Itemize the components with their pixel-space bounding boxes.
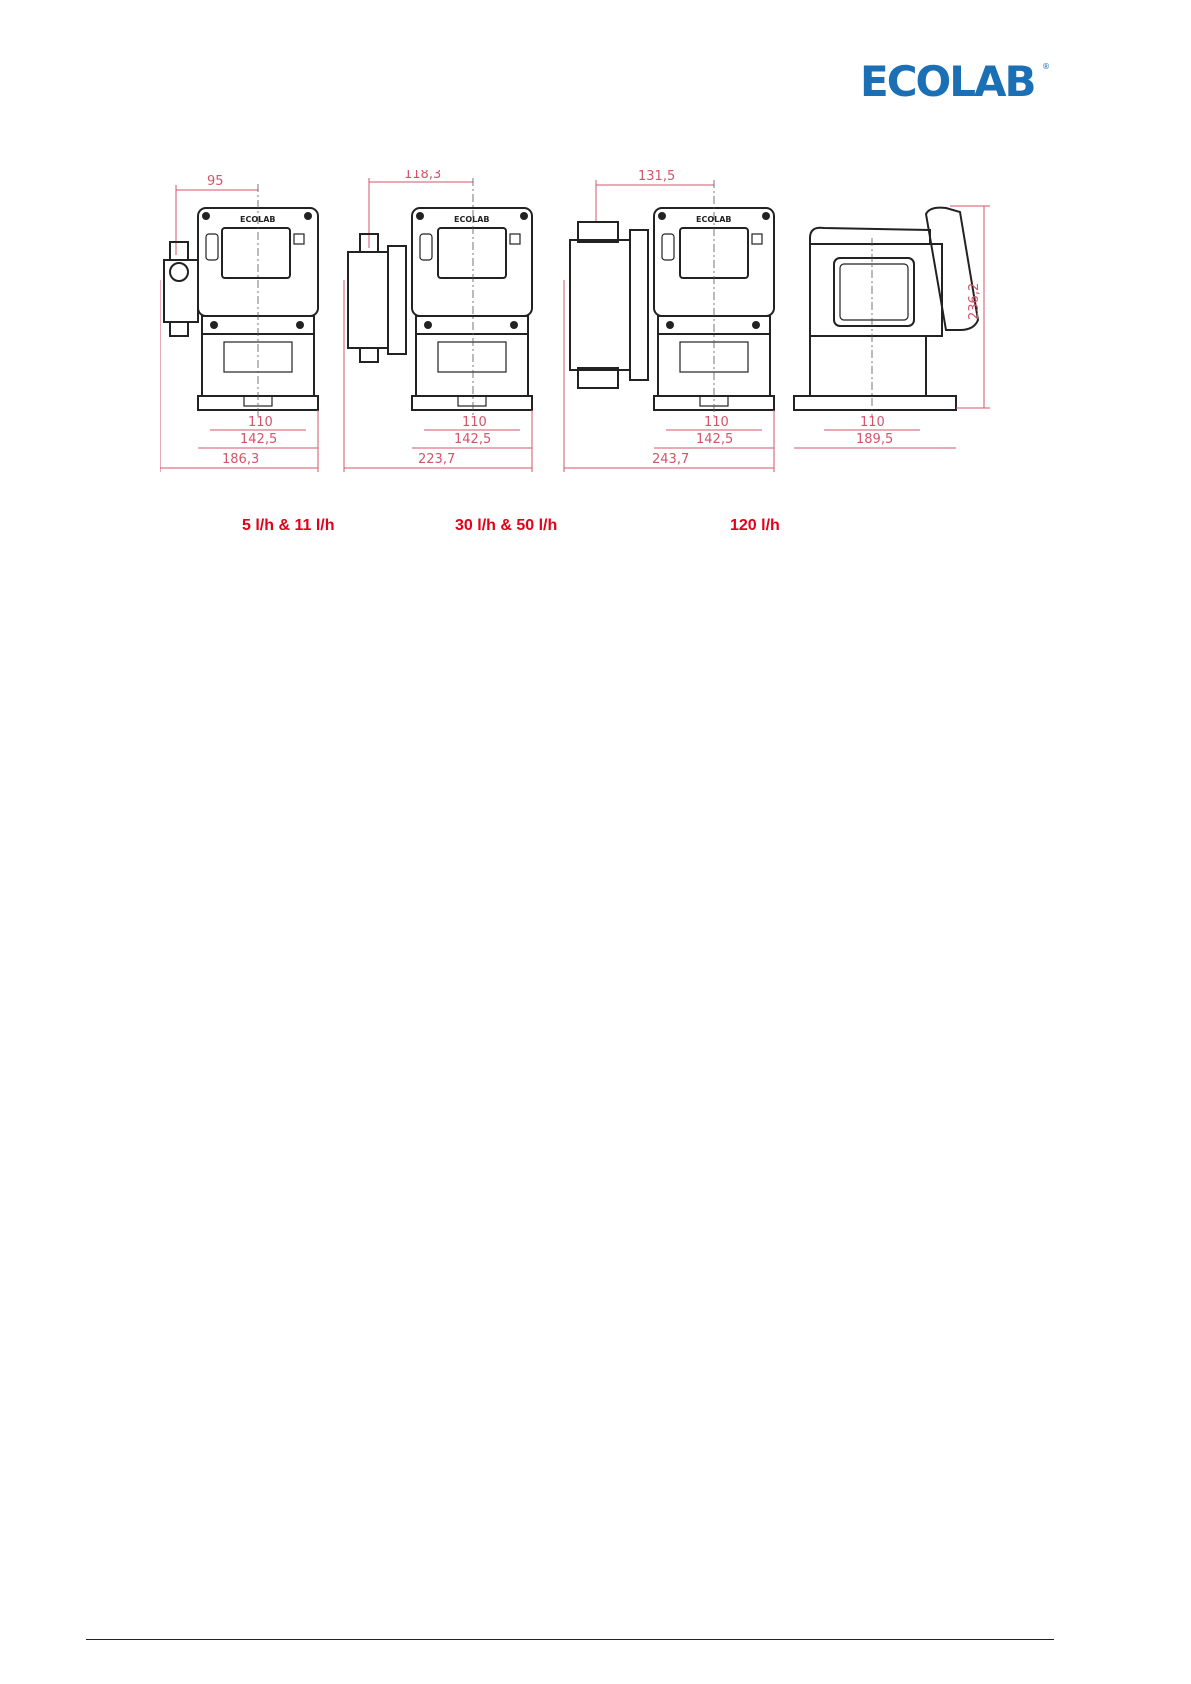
dim-overall: 243,7	[652, 452, 690, 467]
footer-rule	[86, 1639, 1054, 1640]
dim-overall: 186,3	[222, 452, 260, 467]
unit-label: ECOLAB	[454, 215, 490, 224]
dim-overall: 223,7	[418, 452, 456, 467]
view-5-11	[160, 174, 318, 472]
ecolab-logo	[860, 55, 1050, 105]
unit-label: ECOLAB	[240, 215, 276, 224]
dim-height: 236,2	[967, 282, 982, 320]
dim-offset: 95	[207, 174, 224, 189]
caption-30-50: 30 l/h & 50 l/h	[455, 517, 558, 534]
dim-base: 110	[704, 415, 729, 430]
view-side	[794, 206, 990, 448]
dim-mid: 142,5	[240, 432, 278, 447]
dim-base: 110	[860, 415, 885, 430]
dim-offset: 118,3	[404, 170, 442, 182]
dim-base: 110	[462, 415, 487, 430]
dim-base: 110	[248, 415, 273, 430]
dim-offset: 131,5	[638, 170, 676, 184]
caption-120: 120 l/h	[730, 517, 780, 534]
dimension-drawing	[160, 170, 1060, 550]
svg-text:®: ®	[1042, 62, 1050, 71]
view-30-50	[344, 170, 532, 472]
unit-label: ECOLAB	[696, 215, 732, 224]
dim-mid: 142,5	[454, 432, 492, 447]
dim-mid: 142,5	[696, 432, 734, 447]
ecolab-logo-text: ECOLAB	[860, 57, 1035, 105]
caption-5-11: 5 l/h & 11 l/h	[242, 517, 335, 534]
dim-mid: 189,5	[856, 432, 894, 447]
view-120	[564, 170, 774, 472]
